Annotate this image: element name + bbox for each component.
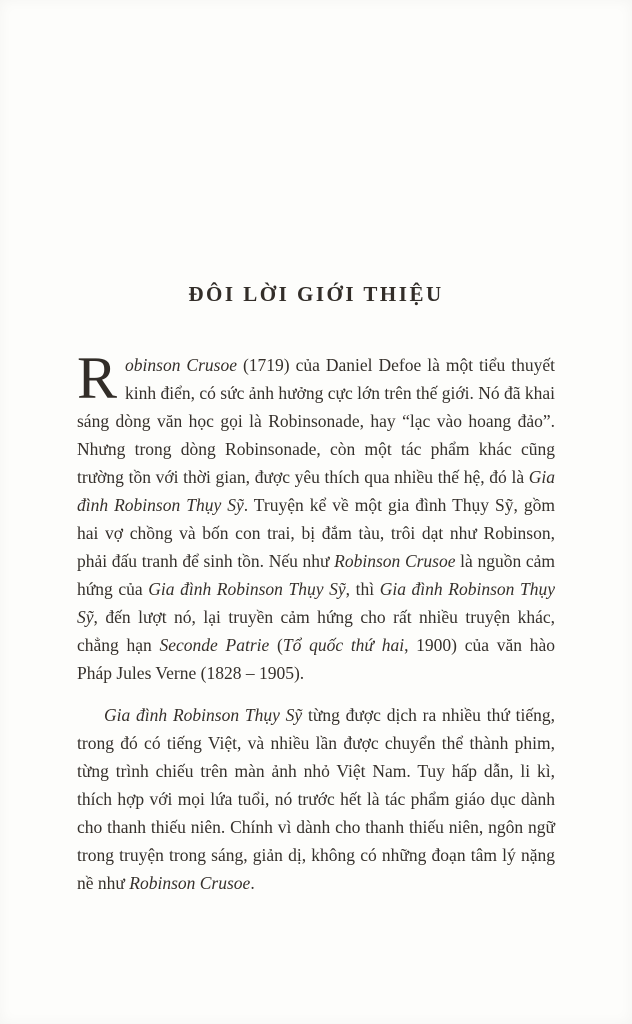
text-run: , đến lượt nó, lại truyền cảm hứng cho rất nhiều truyện khác, chẳng hạn	[77, 607, 555, 655]
text-run: , thì	[345, 579, 380, 599]
paragraph-2	[77, 701, 555, 897]
text-run: Gia đình Robinson Thụy Sỹ	[104, 705, 303, 725]
text-run: (1719) của Daniel Defoe là một tiểu thuyết kinh điển, có sức ảnh hưởng cực lớn trên thế giới. Nó đã khai sáng dòng văn học gọi là Robinsonade, hay “lạc vào hoang đảo”. Nhưng trong dòng Robinsonade, còn một tác phẩm khác cũng trường tồn với thời gian, được yêu thích qua nhiều thế hệ, đó là	[77, 355, 555, 487]
text-run: .	[250, 873, 255, 893]
text-run: . Truyện kể về một gia đình Thụy Sỹ, gồm hai vợ chồng và bốn con trai, bị đắm tàu, trôi dạt như Robinson, phải đấu tranh để sinh tồn. Nếu như	[77, 495, 555, 571]
paragraph-2-text	[77, 705, 555, 893]
section-title: ĐÔI LỜI GIỚI THIỆU	[188, 282, 444, 306]
text-run: Gia đình Robinson Thụy Sỹ	[148, 579, 346, 599]
text-run: Robinson Crusoe	[129, 873, 251, 893]
text-run: Gia đình Robinson Thụy Sỹ	[77, 467, 555, 515]
text-run: , 1900) của văn hào Pháp Jules Verne (1828 – 1905).	[77, 635, 555, 683]
text-run: từng được dịch ra nhiều thứ tiếng, trong đó có tiếng Việt, và nhiều lần được chuyển thể thành phim, từng trình chiếu trên màn ảnh nhỏ Việt Nam. Tuy hấp dẫn, li kì, thích hợp với mọi lứa tuổi, nó trước hết là tác phẩm giáo dục dành cho thanh thiếu niên. Chính vì dành cho thanh thiếu niên, ngôn ngữ trong truyện trong sáng, giản dị, không có những đoạn tâm lý nặng nề như	[77, 705, 555, 893]
text-run: Gia đình Robinson Thụy Sỹ	[77, 579, 555, 627]
paragraph-1	[77, 345, 555, 687]
paragraph-1-text	[77, 355, 555, 683]
text-run: Seconde Patrie	[159, 635, 270, 655]
text-run: Tổ quốc thứ hai	[282, 635, 405, 655]
dropcap-letter: R	[77, 345, 118, 411]
text-run: obinson Crusoe	[125, 355, 237, 375]
body-text	[77, 345, 555, 897]
text-run: (	[269, 635, 283, 655]
text-run: là nguồn cảm hứng của	[77, 551, 555, 599]
text-run: Robinson Crusoe	[334, 551, 456, 571]
